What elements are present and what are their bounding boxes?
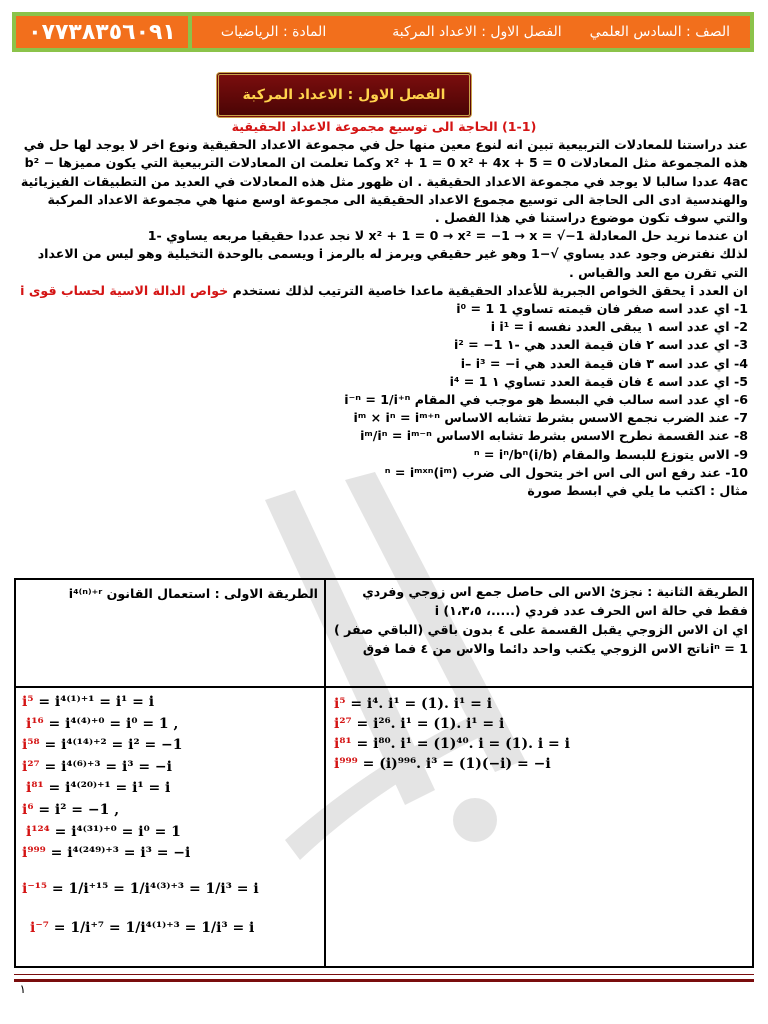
method2-line: i⁸¹ = i⁸⁰. i¹ = (1)⁴⁰. i = (1). i = i	[334, 736, 570, 752]
rule-2: 2- اي عدد اسه ١ يبقى العدد نفسه i i¹ = i	[490, 319, 748, 335]
paragraph-properties: ان العدد i يحقق الخواص الجبرية للأعداد الحقيقية ماعدا خاصية الترتيب لذلك نستخدم خواص الدالة الاسية لحساب قوى i	[20, 282, 748, 298]
method1-line: i⁸¹ = i⁴⁽²⁰⁾⁺¹ = i¹ = i	[26, 780, 171, 797]
header-class: الصف : السادس العلمي	[589, 24, 730, 40]
methods-table	[14, 578, 754, 968]
table-divider-horizontal	[16, 686, 752, 688]
rule-8: 8- عند القسمة نطرح الاسس بشرط تشابه الاساس iᵐ/iⁿ = iᵐ⁻ⁿ	[360, 428, 748, 444]
footer-rule	[14, 974, 754, 982]
rule-1: 1- اي عدد اسه صفر فان قيمته تساوي 1 i⁰ = 1	[456, 301, 748, 317]
method2-line2: فقط في حالة اس الحرف عدد فردي (.....، ١،٣،٥) i	[434, 603, 748, 618]
method1-line: i⁹⁹⁹ = i⁴⁽²⁴⁹⁾⁺³ = i³ = −i	[22, 845, 191, 862]
rule-6: 6- اي عدد اسه سالب في البسط هو موجب في المقام i⁻ⁿ = 1/i⁺ⁿ	[344, 392, 748, 408]
method2-examples	[334, 694, 744, 774]
method1-line: i¹²⁴ = i⁴⁽³¹⁾⁺⁰ = i⁰ = 1	[26, 823, 181, 840]
rule-3: 3- اي عدد اسه ٢ فان قيمة العدد هي -١ i² = −1	[453, 337, 748, 353]
intro-text	[20, 118, 748, 500]
method1-line: i⁻⁷ = 1/i⁺⁷ = 1/i⁴⁽¹⁾⁺³ = 1/i³ = i	[30, 920, 255, 937]
method1-title: الطريقة الاولى : استعمال القانون i⁴⁽ⁿ⁾⁺ʳ	[68, 586, 318, 601]
method1-line: i¹⁶ = i⁴⁽⁴⁾⁺⁰ = i⁰ = 1 ,	[26, 715, 179, 732]
phone-number: ٠٧٧٣٨٣٥٦٠٩١	[12, 12, 188, 52]
rule-9: 9- الاس يتوزع للبسط والمقام (i/b)ⁿ = iⁿ/bⁿ	[473, 446, 748, 462]
paragraph-equation: ان عندما نريد حل المعادلة x² + 1 = 0 → x² = −1 → x = √−1 لا نجد عددا حقيقيا مربعه يساوي -1	[147, 228, 748, 244]
chapter-banner	[216, 72, 472, 118]
method2-line: i²⁷ = i²⁶. i¹ = (1). i¹ = i	[334, 716, 505, 732]
rule-7: 7- عند الضرب نجمع الاسس بشرط تشابه الاساس iᵐ × iⁿ = iᵐ⁺ⁿ	[353, 410, 748, 426]
chapter-banner-title: الفصل الاول : الاعداد المركبة	[242, 87, 446, 103]
header-subject: المادة : الرياضيات	[220, 24, 327, 40]
method2-line1: الطريقة الثانية : نجزئ الاس الى حاصل جمع اس زوجي وفردي	[362, 584, 748, 599]
section-title: (1-1) الحاجة الى توسيع مجموعة الاعداد الحقيقية	[231, 119, 537, 134]
method1-examples	[22, 692, 318, 940]
header-info	[188, 12, 754, 52]
exponent-properties-highlight: خواص الدالة الاسية لحساب قوى i	[20, 282, 229, 298]
method1-line: i⁶ = i² = −1 ,	[22, 801, 120, 818]
method2-line3: اي ان الاس الزوجي يقبل القسمة على ٤ بدون باقي (الباقي صفر )	[333, 622, 748, 637]
rule-10: 10- عند رفع اس الى اس اخر يتحول الى ضرب (iᵐ)ⁿ = iᵐˣⁿ	[384, 464, 748, 480]
method1-line: i⁵ = i⁴⁽¹⁾⁺¹ = i¹ = i	[22, 694, 155, 710]
table-divider-vertical	[324, 580, 326, 966]
rule-5: 5- اي عدد اسه ٤ فان قيمة العدد تساوي ١ i⁴ = 1	[449, 373, 748, 389]
rule-4: 4- اي عدد اسه ٣ فان قيمة العدد هي i– i³ = −i	[460, 355, 748, 371]
page-number: ١	[19, 982, 26, 996]
page-header	[12, 12, 754, 52]
method1-line: i⁻¹⁵ = 1/i⁺¹⁵ = 1/i⁴⁽³⁾⁺³ = 1/i³ = i	[22, 880, 259, 897]
example-title: مثال : اكتب ما يلي في ابسط صورة	[527, 483, 748, 499]
method2-line: i⁹⁹⁹ = (i)⁹⁹⁶. i³ = (1)(−i) = −i	[334, 756, 551, 772]
method1-line: i⁵⁸ = i⁴⁽¹⁴⁾⁺² = i² = −1	[22, 737, 183, 754]
method1-line: i²⁷ = i⁴⁽⁶⁾⁺³ = i³ = −i	[22, 758, 172, 775]
method2-line: i⁵ = i⁴. i¹ = (1). i¹ = i	[334, 696, 493, 712]
paragraph-imaginary-unit: لذلك نفترض وجود عدد يساوي √−1 وهو غير حقيقي ويرمز له بالرمز i ويسمى بالوحدة التخيلية وهو ليس من الاعداد التي تقرن مع العد والقياس .	[37, 246, 748, 280]
method2-line4: 1 = iⁿناتج الاس الزوجي يكتب واحد دائما والاس من ٤ فما فوق	[362, 641, 748, 656]
method2-description	[332, 582, 748, 658]
paragraph-intro: عند دراستنا للمعادلات التربيعية تبين انه لنوع معين منها حل في مجموعة الاعداد الحقيقية ونوع اخر لا يوجد لها حل في هذه المجموعة مثل المعادلات x² + 1 = 0 x² + 4x + 5 = 0 وكما تعلمت ان المعادلات التربيعية التي يكون مميزها b² − 4ac عددا سالبا لا يوجد في مجموعة الاعداد الحقيقية . ان ظهور مثل هذه المعادلات في العديد من التطبيقات الفيزيائية والهندسية ادى الى الحاجة الى توسيع مجموع الاعداد الحقيقية الى مجموعة اوسع منها هي مجموعة الاعداد المركبة والتي سوف تكون موضوع دراستنا في هذا الفصل .	[20, 137, 748, 226]
header-chapter: الفصل الاول : الاعداد المركبة	[392, 24, 562, 40]
